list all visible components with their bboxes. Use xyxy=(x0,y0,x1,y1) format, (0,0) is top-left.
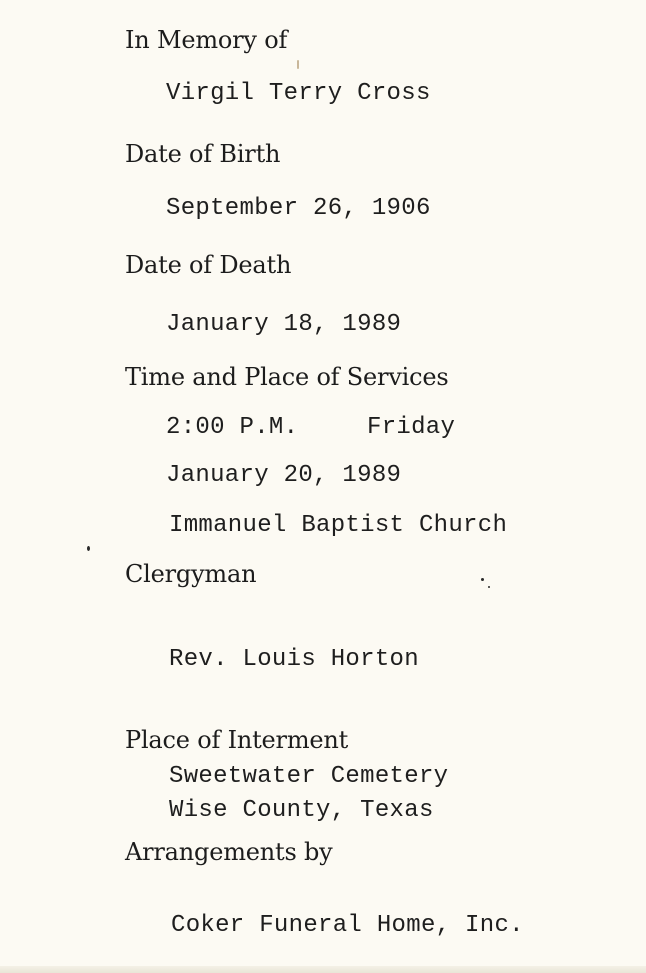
interment-county: Wise County, Texas xyxy=(169,797,434,824)
interment-heading: Place of Interment xyxy=(125,726,349,754)
service-day: Friday xyxy=(367,414,456,441)
services-heading: Time and Place of Services xyxy=(125,363,449,391)
service-time: 2:00 P.M. xyxy=(166,414,299,441)
paper-mark xyxy=(297,60,299,69)
clergyman-name: Rev. Louis Horton xyxy=(169,646,419,673)
interment-cemetery: Sweetwater Cemetery xyxy=(169,763,449,790)
death-heading: Date of Death xyxy=(125,251,292,279)
deceased-name: Virgil Terry Cross xyxy=(166,80,431,107)
service-place: Immanuel Baptist Church xyxy=(169,512,508,539)
funeral-home: Coker Funeral Home, Inc. xyxy=(171,912,524,939)
memory-heading: In Memory of xyxy=(125,26,288,54)
birth-heading: Date of Birth xyxy=(125,140,281,168)
arrangements-heading: Arrangements by xyxy=(125,838,333,866)
clergyman-heading: Clergyman xyxy=(125,560,257,588)
card-bottom-edge xyxy=(0,966,646,973)
death-date: January 18, 1989 xyxy=(166,311,402,338)
ink-speck xyxy=(488,586,490,588)
service-date: January 20, 1989 xyxy=(166,462,402,489)
birth-date: September 26, 1906 xyxy=(166,195,431,222)
ink-speck xyxy=(87,546,90,551)
ink-speck xyxy=(481,578,484,581)
